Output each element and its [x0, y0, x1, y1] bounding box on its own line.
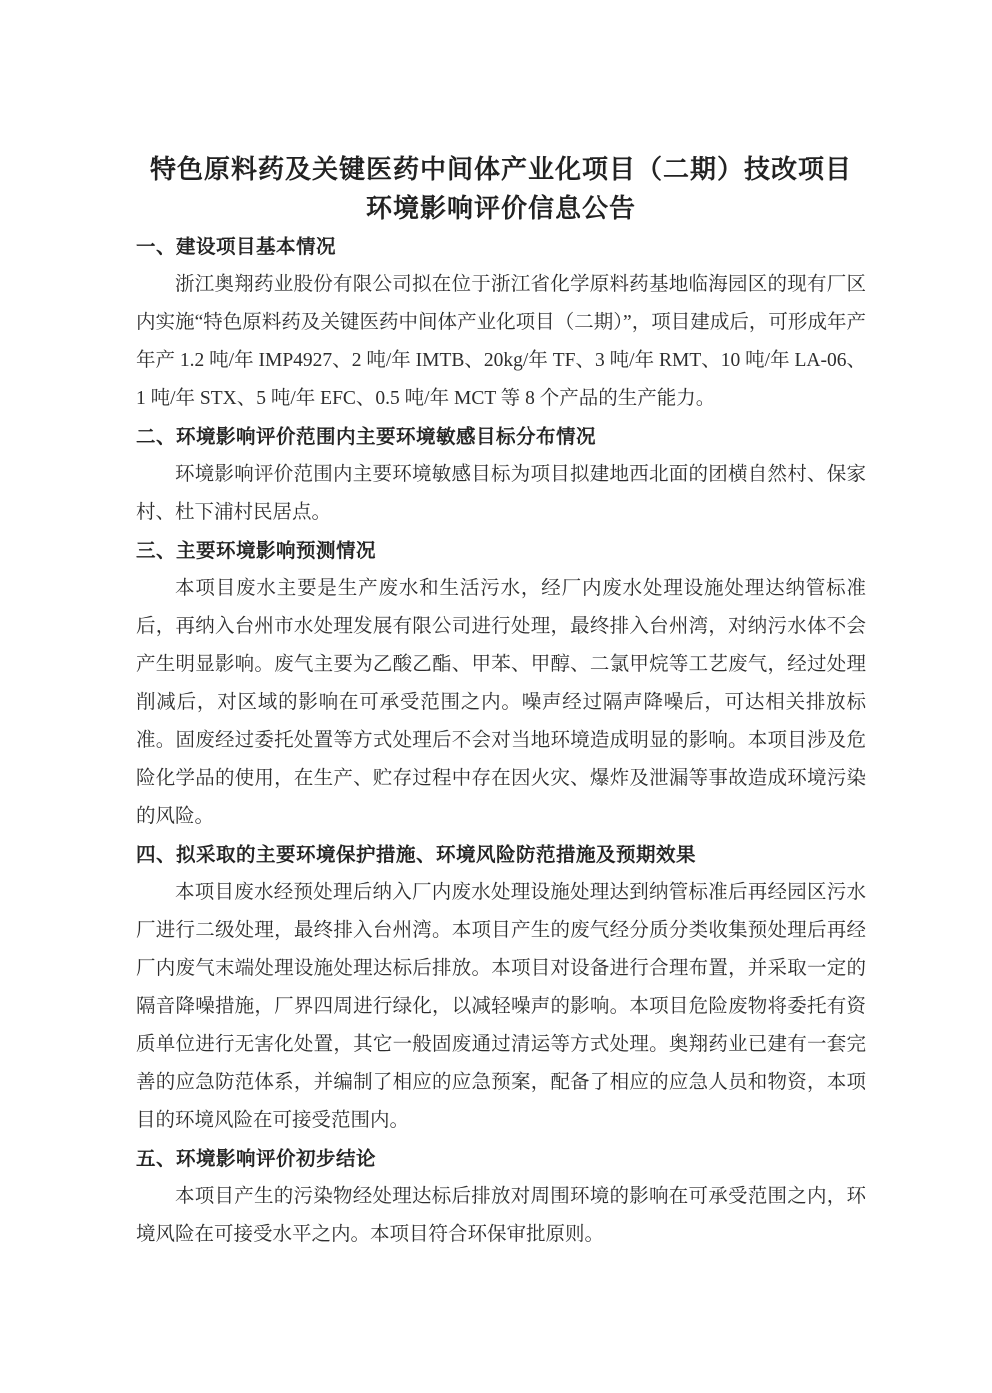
section-preliminary-conclusion-paragraph: 本项目产生的污染物经处理达标后排放对周围环境的影响在可承受范围之内，环境风险在可接受水平之内。本项目符合环保审批原则。 [136, 1186, 866, 1245]
section-project-basic-info [136, 228, 866, 418]
section-protection-measures-paragraph: 本项目废水经预处理后纳入厂内废水处理设施处理达到纳管标准后再经园区污水厂进行二级处理，最终排入台州湾。本项目产生的废气经分质分类收集预处理后再经厂内废气末端处理设施处理达标后排放。本项目对设备进行合理布置，并采取一定的隔音降噪措施，厂界四周进行绿化，以减轻噪声的影响。本项目危险废物将委托有资质单位进行无害化处置，其它一般固废通过清运等方式处理。奥翔药业已建有一套完善的应急防范体系，并编制了相应的应急预案，配备了相应的应急人员和物资，本项目的环境风险在可接受范围内。 [136, 882, 866, 1131]
section-preliminary-conclusion [136, 1140, 866, 1254]
section-impact-prediction [136, 532, 866, 836]
title-line-2: 环境影响评价信息公告 [365, 194, 636, 223]
title-line-1: 特色原料药及关键医药中间体产业化项目（二期）技改项目 [149, 155, 852, 184]
section-project-basic-info-paragraph: 浙江奥翔药业股份有限公司拟在位于浙江省化学原料药基地临海园区的现有厂区内实施“特色原料药及关键医药中间体产业化项目（二期）”，项目建成后，可形成年产年产 1.2 吨/年 IMP4927、2 吨/年 IMTB、20kg/年 TF、3 吨/年 RMT、10 吨/年 LA-06、1 吨/年 STX、5 吨/年 EFC、0.5 吨/年 MCT 等 8 个产品的生产能力。 [136, 274, 866, 409]
section-impact-prediction-heading: 三、主要环境影响预测情况 [136, 540, 377, 562]
section-sensitive-targets [136, 418, 866, 532]
section-sensitive-targets-heading: 二、环境影响评价范围内主要环境敏感目标分布情况 [136, 426, 597, 448]
section-sensitive-targets-paragraph: 环境影响评价范围内主要环境敏感目标为项目拟建地西北面的团横自然村、保家村、杜下浦村民居点。 [136, 464, 866, 523]
document-title [136, 150, 866, 228]
section-protection-measures-heading: 四、拟采取的主要环境保护措施、环境风险防范措施及预期效果 [136, 844, 697, 866]
section-preliminary-conclusion-heading: 五、环境影响评价初步结论 [136, 1148, 377, 1170]
section-impact-prediction-paragraph: 本项目废水主要是生产废水和生活污水，经厂内废水处理设施处理达纳管标准后，再纳入台州市水处理发展有限公司进行处理，最终排入台州湾，对纳污水体不会产生明显影响。废气主要为乙酸乙酯、甲苯、甲醇、二氯甲烷等工艺废气，经过处理削减后，对区域的影响在可承受范围之内。噪声经过隔声降噪后，可达相关排放标准。固废经过委托处置等方式处理后不会对当地环境造成明显的影响。本项目涉及危险化学品的使用，在生产、贮存过程中存在因火灾、爆炸及泄漏等事故造成环境污染的风险。 [136, 578, 866, 827]
section-protection-measures [136, 836, 866, 1140]
section-project-basic-info-heading: 一、建设项目基本情况 [136, 236, 337, 258]
